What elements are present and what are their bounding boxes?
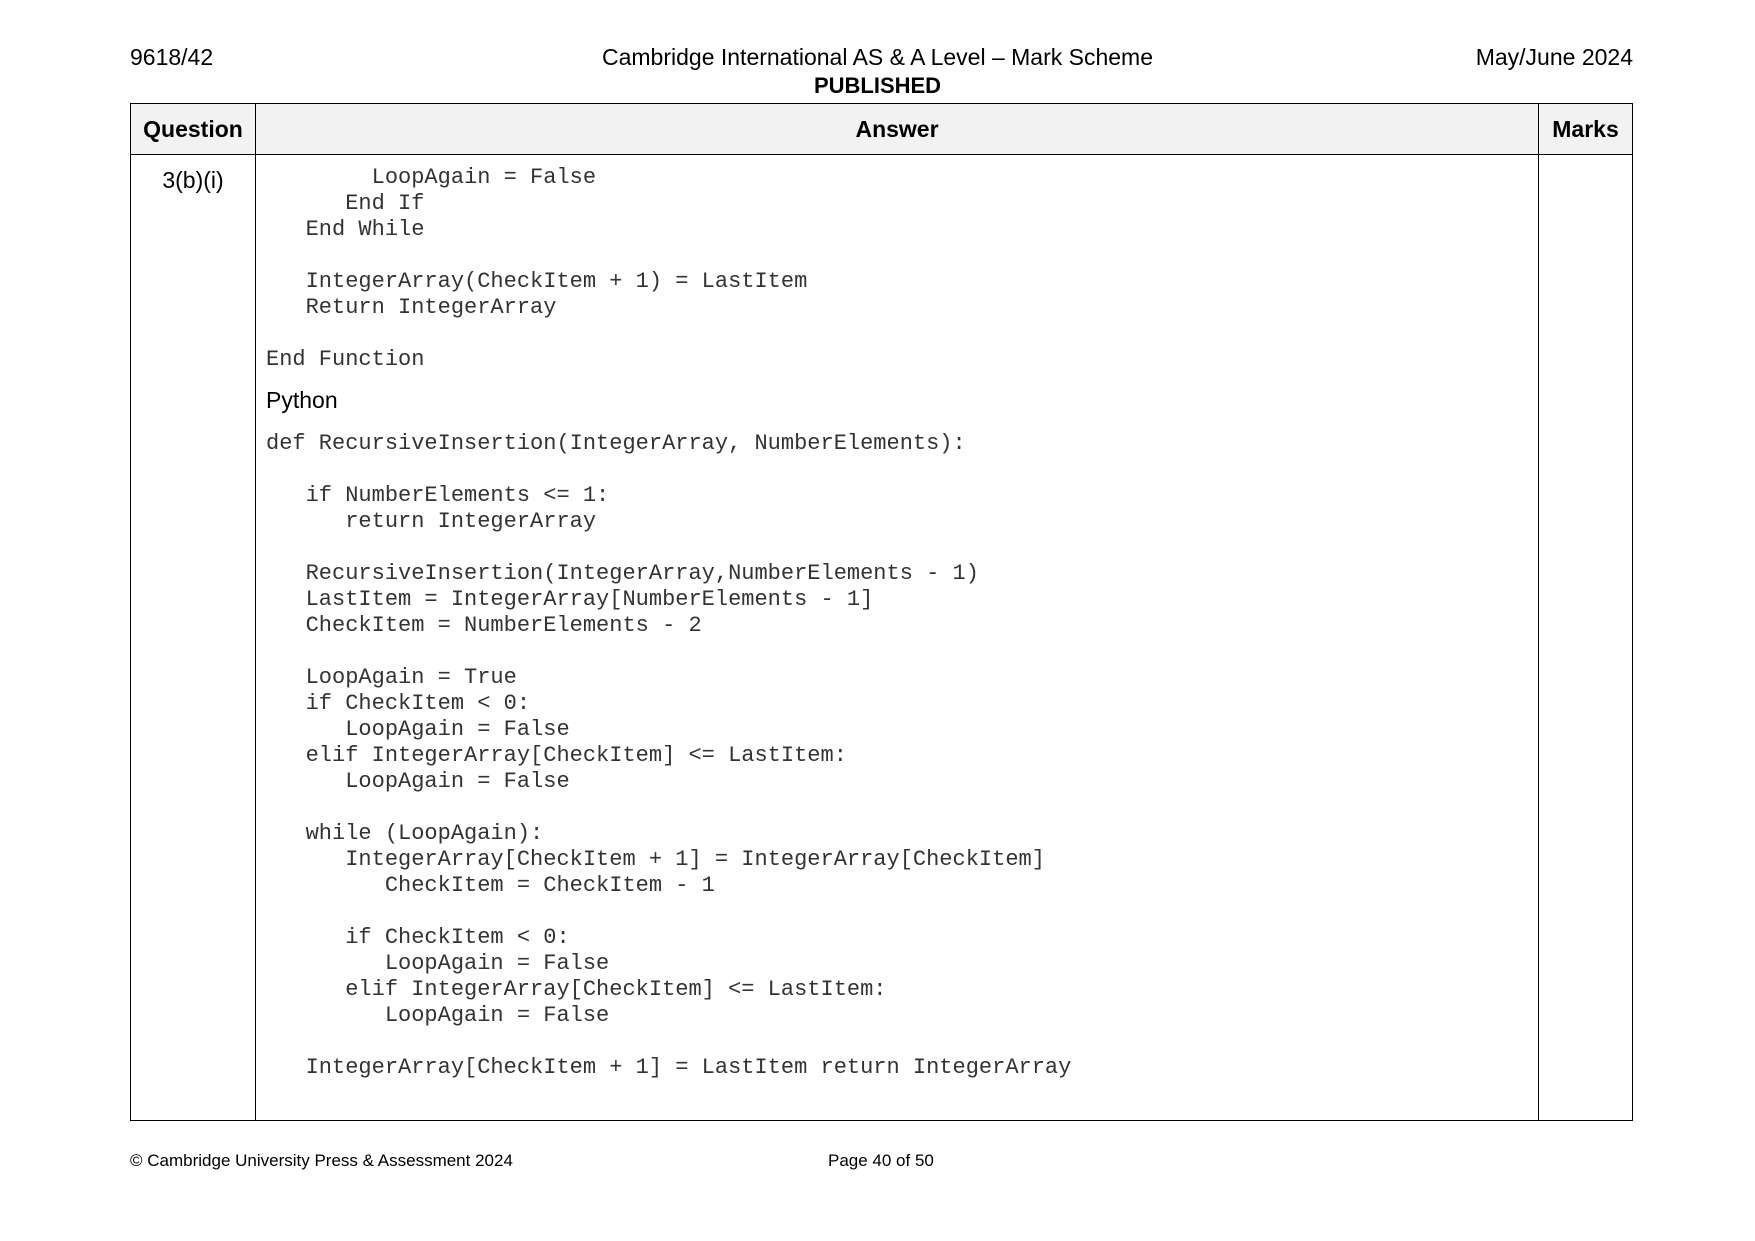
copyright-notice: © Cambridge University Press & Assessment 2024 <box>130 1151 513 1170</box>
answer-header: Answer <box>256 104 1539 155</box>
python-code-block: def RecursiveInsertion(IntegerArray, NumberElements): if NumberElements <= 1: return IntegerArray RecursiveInsertion(IntegerArray,NumberElements - 1) LastItem = IntegerArray[NumberElements - 1] CheckItem = NumberElements - 2 LoopAgain = True if CheckItem < 0: LoopAgain = False elif IntegerArray[CheckItem] <= LastItem: LoopAgain = False while (LoopAgain): IntegerArray[CheckItem + 1] = IntegerArray[CheckItem] CheckItem = CheckItem - 1 if CheckItem < 0: LoopAgain = False elif IntegerArray[CheckItem] <= LastItem: LoopAgain = False IntegerArray[CheckItem + 1] = LastItem return IntegerArray <box>266 431 1072 1080</box>
marks-cell <box>1539 155 1633 1121</box>
question-header: Question <box>131 104 256 155</box>
vb-code-block: LoopAgain = False End If End While IntegerArray(CheckItem + 1) = LastItem Return IntegerArray End Function <box>266 165 808 372</box>
document-title: Cambridge International AS & A Level – Mark Scheme <box>601 44 1154 70</box>
exam-series: May/June 2024 <box>1475 44 1633 70</box>
paper-code: 9618/42 <box>130 44 214 70</box>
python-label: Python <box>266 387 338 413</box>
table-row <box>131 155 1633 1121</box>
answer-cell <box>256 155 1539 1121</box>
page-number: Page 40 of 50 <box>828 1151 934 1170</box>
table-header-row <box>131 104 1633 155</box>
marks-header: Marks <box>1539 104 1633 155</box>
question-number: 3(b)(i) <box>131 155 256 1121</box>
mark-scheme-table <box>130 103 1633 1121</box>
published-label: PUBLISHED <box>813 73 942 98</box>
